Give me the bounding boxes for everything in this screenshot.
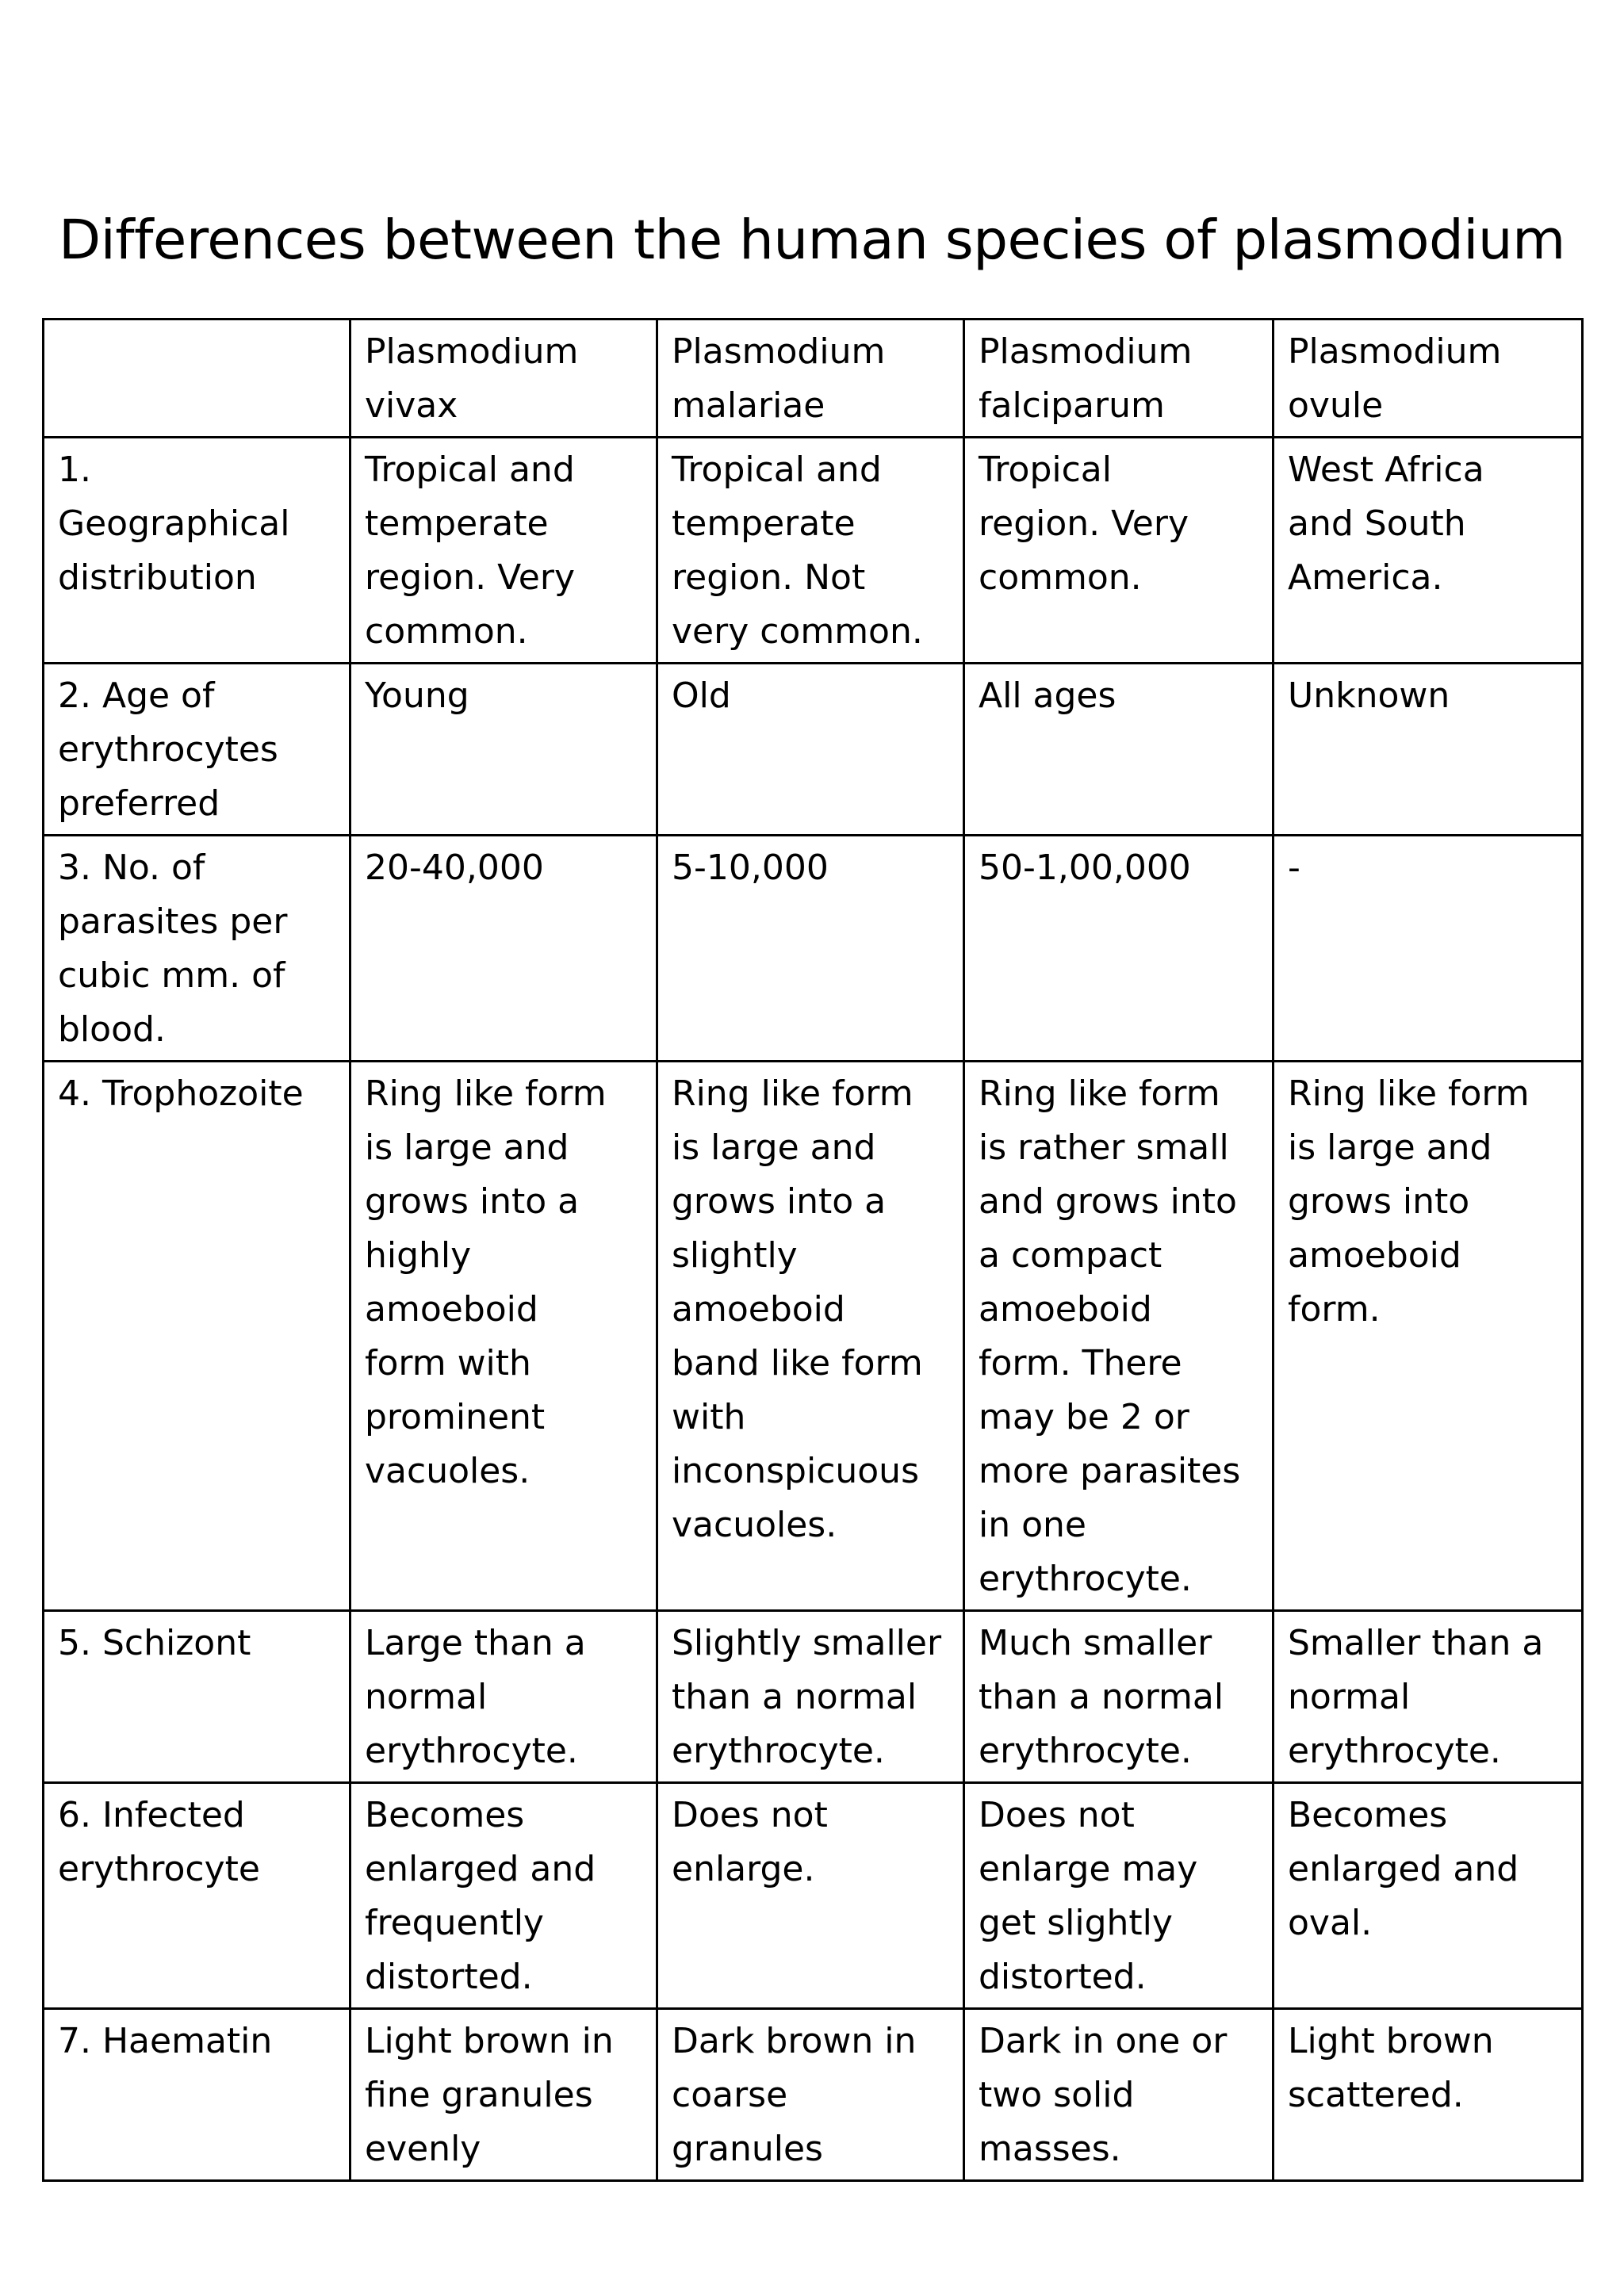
- table-cell: Ring like form is large and grows into amoeboid form.: [1274, 1062, 1583, 1611]
- table-row: [44, 1611, 1583, 1783]
- table-cell: West Africa and South America.: [1274, 438, 1583, 664]
- table-cell: Ring like form is rather small and grows into a compact amoeboid form. There may be 2 or more parasites in one erythrocyte.: [964, 1062, 1274, 1611]
- header-cell-vivax: Plasmodium vivax: [350, 320, 657, 438]
- table-cell: Young: [350, 664, 657, 836]
- table-row: [44, 1783, 1583, 2009]
- comparison-table: [42, 318, 1584, 2182]
- table-cell: Old: [657, 664, 964, 836]
- table-cell: Does not enlarge may get slightly distorted.: [964, 1783, 1274, 2009]
- table-cell: Ring like form is large and grows into a highly amoeboid form with prominent vacuoles.: [350, 1062, 657, 1611]
- table-cell: Unknown: [1274, 664, 1583, 836]
- table-cell: 50-1,00,000: [964, 836, 1274, 1062]
- row-label: 7. Haematin: [44, 2009, 350, 2181]
- table-cell: Dark brown in coarse granules: [657, 2009, 964, 2181]
- header-cell-empty: [44, 320, 350, 438]
- table-cell: Slightly smaller than a normal erythrocyte.: [657, 1611, 964, 1783]
- row-label: 2. Age of erythrocytes preferred: [44, 664, 350, 836]
- table-cell: 5-10,000: [657, 836, 964, 1062]
- table-cell: Tropical region. Very common.: [964, 438, 1274, 664]
- table-cell: Tropical and temperate region. Very common.: [350, 438, 657, 664]
- table-row: [44, 836, 1583, 1062]
- header-cell-ovule: Plasmodium ovule: [1274, 320, 1583, 438]
- page-title: Differences between the human species of plasmodium: [59, 209, 1565, 272]
- table-cell: Becomes enlarged and oval.: [1274, 1783, 1583, 2009]
- table-row: [44, 2009, 1583, 2181]
- table-cell: Light brown in fine granules evenly: [350, 2009, 657, 2181]
- table-cell: 20-40,000: [350, 836, 657, 1062]
- table-cell: Much smaller than a normal erythrocyte.: [964, 1611, 1274, 1783]
- table-cell: Smaller than a normal erythrocyte.: [1274, 1611, 1583, 1783]
- table-cell: Dark in one or two solid masses.: [964, 2009, 1274, 2181]
- row-label: 4. Trophozoite: [44, 1062, 350, 1611]
- table-cell: Does not enlarge.: [657, 1783, 964, 2009]
- table-row: [44, 664, 1583, 836]
- row-label: 3. No. of parasites per cubic mm. of blood.: [44, 836, 350, 1062]
- table-cell: All ages: [964, 664, 1274, 836]
- table-row: [44, 1062, 1583, 1611]
- table-cell: Becomes enlarged and frequently distorted.: [350, 1783, 657, 2009]
- table-cell: Large than a normal erythrocyte.: [350, 1611, 657, 1783]
- header-cell-malariae: Plasmodium malariae: [657, 320, 964, 438]
- table-cell: Ring like form is large and grows into a slightly amoeboid band like form with inconspicuous vacuoles.: [657, 1062, 964, 1611]
- row-label: 6. Infected erythrocyte: [44, 1783, 350, 2009]
- table-row: [44, 438, 1583, 664]
- row-label: 1. Geographical distribution: [44, 438, 350, 664]
- table-cell: Tropical and temperate region. Not very common.: [657, 438, 964, 664]
- row-label: 5. Schizont: [44, 1611, 350, 1783]
- table-cell: -: [1274, 836, 1583, 1062]
- table-header-row: [44, 320, 1583, 438]
- header-cell-falciparum: Plasmodium falciparum: [964, 320, 1274, 438]
- table-cell: Light brown scattered.: [1274, 2009, 1583, 2181]
